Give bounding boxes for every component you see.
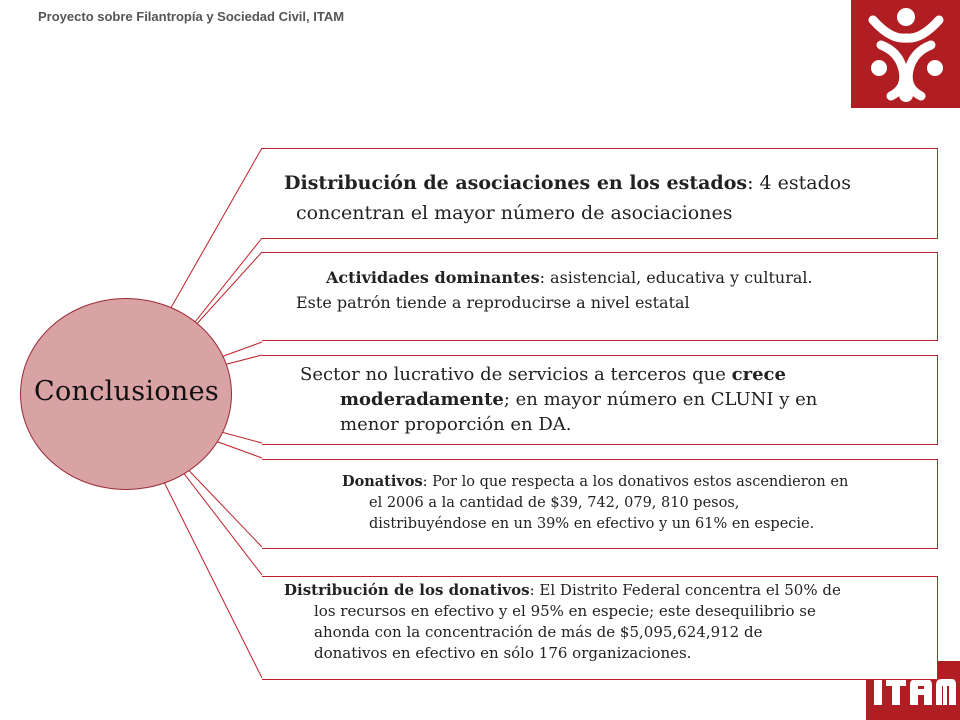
- conclusion-text-1: Distribución de asociaciones en los estados: 4 estados concentran el mayor número de asociaciones: [284, 172, 851, 224]
- header-title: Proyecto sobre Filantropía y Sociedad Civil, ITAM: [38, 9, 345, 24]
- conclusion-box-2: [262, 252, 938, 341]
- conclusion-box-5: [262, 576, 938, 680]
- conclusions-label: Conclusiones: [34, 376, 220, 407]
- conclusion-text-5: Distribución de los donativos: El Distrito Federal concentra el 50% de los recursos en efectivo y el 95% en especie; este desequilibrio se ahonda con la concentración de más de $5,095,624,912 de donativos en efectivo en sólo 176 organizaciones.: [284, 581, 841, 662]
- conclusion-box-3: [262, 355, 938, 445]
- conclusion-text-3: Sector no lucrativo de servicios a terceros que crece moderadamente; en mayor número en CLUNI y en menor proporción en DA.: [300, 364, 818, 435]
- conclusion-text-4: Donativos: Por lo que respecta a los donativos estos ascendieron en el 2006 a la cantidad de $39, 742, 079, 810 pesos, distribuyéndose en un 39% en efectivo y un 61% en especie.: [342, 473, 849, 532]
- conclusion-box-1: [262, 148, 938, 239]
- conclusion-box-4: [262, 459, 938, 549]
- conclusion-text-2: Actividades dominantes: asistencial, educativa y cultural. Este patrón tiende a reproducirse a nivel estatal: [296, 268, 813, 312]
